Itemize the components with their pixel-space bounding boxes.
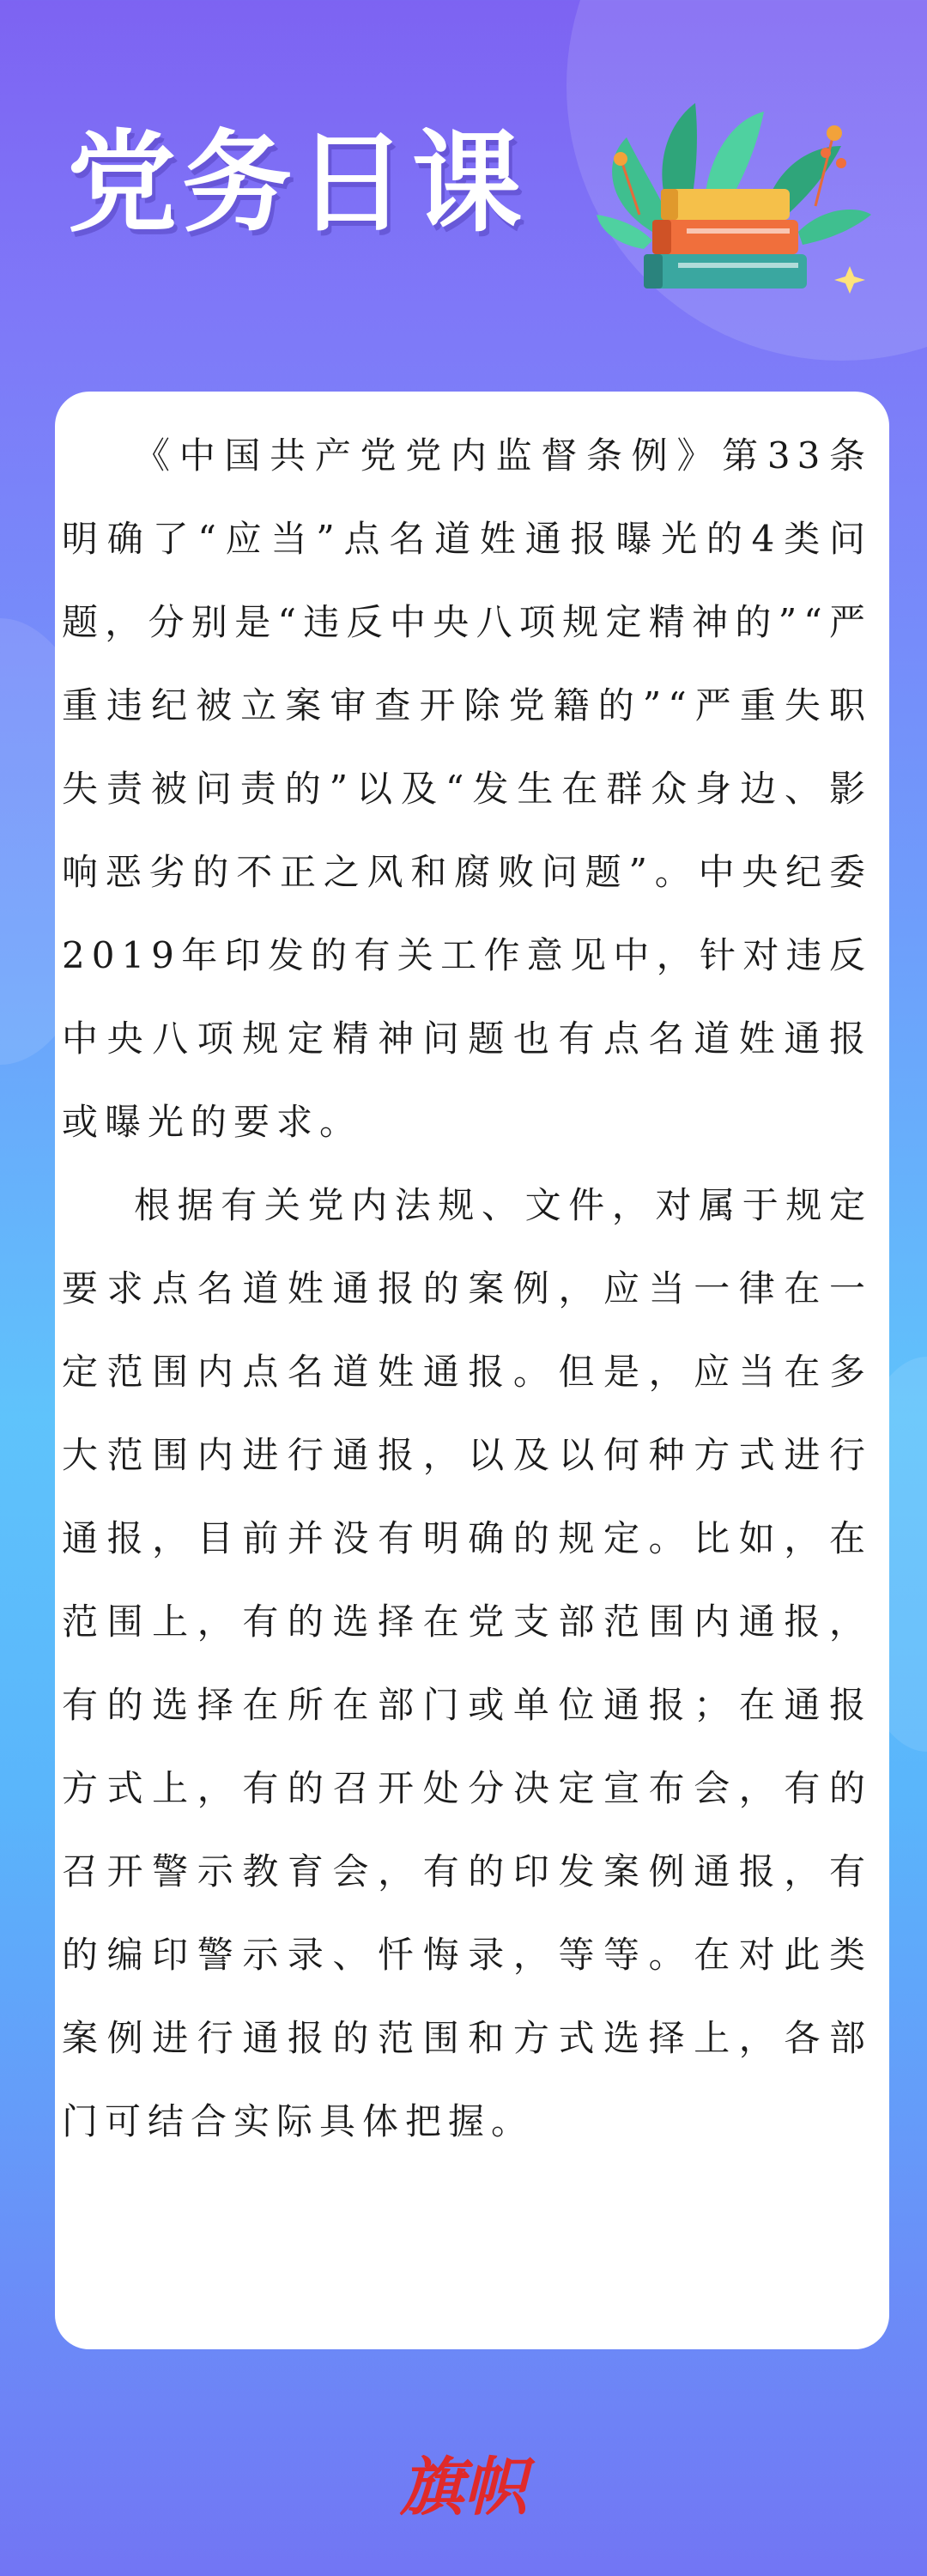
article-card [55, 392, 889, 2349]
logo-text: 旗帜 [400, 2451, 527, 2524]
article-paragraph-2: 根据有关党内法规、文件，对属于规定要求点名道姓通报的案例，应当一律在一定范围内点名道姓通报。但是，应当在多大范围内进行通报，以及以何种方式进行通报，目前并没有明确的规定。比如，在范围上，有的选择在党支部范围内通报，有的选择在所在部门或单位通报；在通报方式上，有的召开处分决定宣布会，有的召开警示教育会，有的印发案例通报，有的编印警示录、忏悔录，等等。在对此类案例进行通报的范围和方式选择上，各部门可结合实际具体把握。 [62, 1184, 872, 2142]
books-plants-icon [592, 86, 876, 309]
qizhi-logo [369, 2439, 558, 2533]
page-title: 党务日课 [67, 119, 528, 247]
article-paragraph-1: 《中国共产党党内监督条例》第33条明确了“应当”点名道姓通报曝光的4类问题，分别是“违反中央八项规定精神的”“严重违纪被立案审查开除党籍的”“严重失职失责被问责的”以及“发生在群众身边、影响恶劣的不正之风和腐败问题”。中央纪委2019年印发的有关工作意见中，针对违反中央八项规定精神问题也有点名道姓通报或曝光的要求。 [62, 434, 872, 1143]
